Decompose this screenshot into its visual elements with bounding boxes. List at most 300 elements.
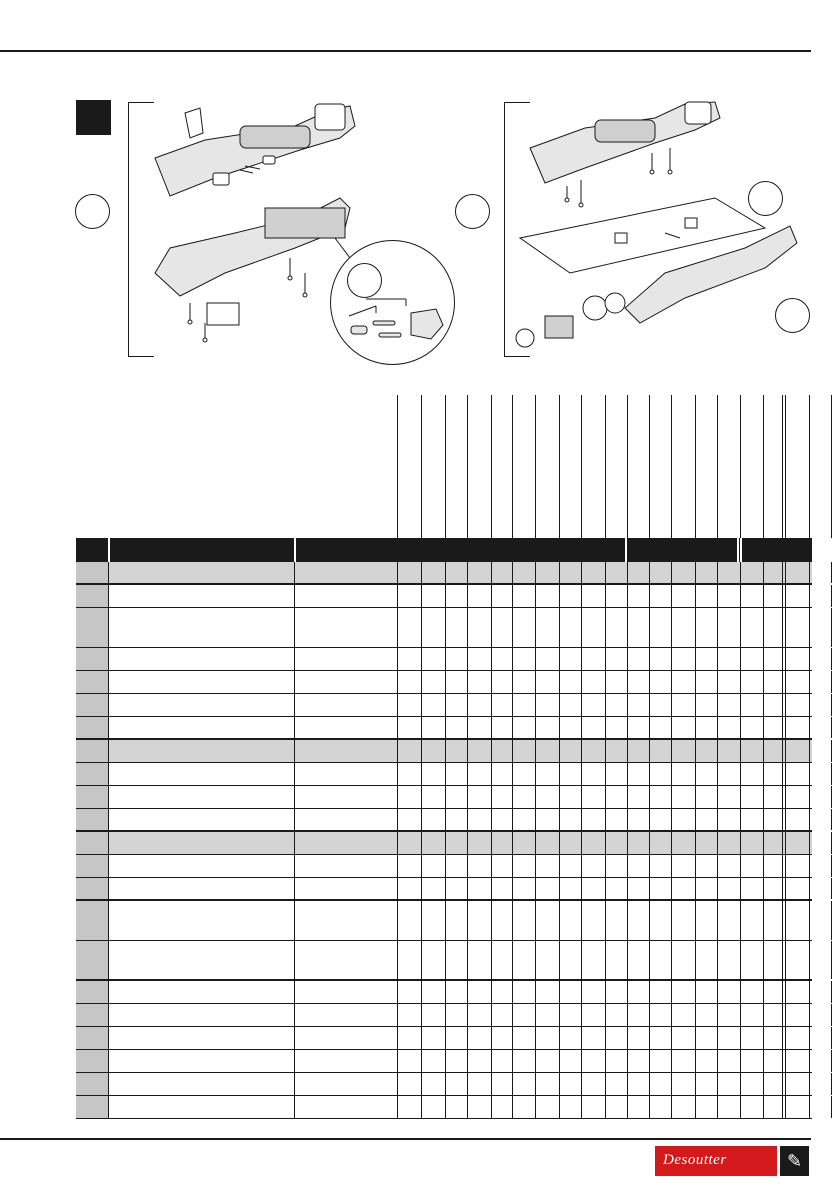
- cell-divider: [740, 1004, 741, 1026]
- cell-divider: [671, 1096, 672, 1118]
- row-index-cell: [76, 562, 108, 583]
- cell-divider: [421, 941, 422, 979]
- cell-divider: [809, 1073, 810, 1095]
- cell-divider: [649, 786, 650, 808]
- cell-divider: [445, 1096, 446, 1118]
- cell-divider: [831, 1004, 832, 1026]
- row-index-cell: [76, 671, 108, 693]
- cell-divider: [559, 786, 560, 808]
- cell-divider: [512, 901, 513, 940]
- row-index-cell: [76, 763, 108, 785]
- row-index-cell: [76, 1096, 108, 1118]
- cell-divider: [467, 1027, 468, 1049]
- cell-divider: [671, 1050, 672, 1072]
- right-figure-callout: [455, 194, 490, 229]
- cell-divider: [649, 763, 650, 785]
- cell-divider: [649, 671, 650, 693]
- cell-divider: [605, 832, 606, 854]
- cell-divider: [605, 878, 606, 899]
- cell-divider: [467, 740, 468, 762]
- logo-wordmark: Desoutter: [663, 1152, 727, 1168]
- cell-divider: [421, 1027, 422, 1049]
- cell-divider: [695, 855, 696, 877]
- cell-divider: [717, 1027, 718, 1049]
- cell-divider: [627, 763, 628, 785]
- battery-contact-drawing: [207, 303, 239, 325]
- cell-divider: [581, 1027, 582, 1049]
- cell-divider: [605, 763, 606, 785]
- cell-divider: [740, 763, 741, 785]
- cell-divider: [695, 694, 696, 716]
- table-row: [76, 1073, 812, 1096]
- cell-divider: [782, 901, 783, 940]
- cell-divider: [467, 809, 468, 830]
- cell-divider: [535, 1004, 536, 1026]
- cell-divider: [108, 878, 109, 899]
- cell-divider: [535, 562, 536, 583]
- cell-divider: [763, 1050, 764, 1072]
- cell-divider: [397, 740, 398, 762]
- cell-divider: [397, 809, 398, 830]
- cell-divider: [581, 878, 582, 899]
- cell-divider: [108, 855, 109, 877]
- cell-divider: [627, 671, 628, 693]
- cell-divider: [467, 855, 468, 877]
- cell-divider: [763, 671, 764, 693]
- cell-divider: [717, 981, 718, 1003]
- cell-divider: [695, 1073, 696, 1095]
- cell-divider: [559, 648, 560, 670]
- cell-divider: [649, 981, 650, 1003]
- cell-divider: [397, 901, 398, 940]
- cell-divider: [491, 608, 492, 647]
- cell-divider: [491, 740, 492, 762]
- cell-divider: [627, 717, 628, 738]
- cell-divider: [809, 901, 810, 940]
- cell-divider: [785, 1073, 786, 1095]
- cell-divider: [559, 1027, 560, 1049]
- cell-divider: [763, 786, 764, 808]
- cell-divider: [763, 981, 764, 1003]
- header-divider: [740, 538, 742, 562]
- row-index-cell: [76, 941, 108, 979]
- cell-divider: [627, 1096, 628, 1118]
- cell-divider: [785, 878, 786, 899]
- cell-divider: [605, 740, 606, 762]
- row-index-cell: [76, 878, 108, 899]
- cell-divider: [421, 648, 422, 670]
- cell-divider: [809, 1050, 810, 1072]
- cell-divider: [649, 809, 650, 830]
- cell-divider: [535, 855, 536, 877]
- cell-divider: [785, 941, 786, 979]
- cell-divider: [512, 694, 513, 716]
- cell-divider: [535, 941, 536, 979]
- cell-divider: [740, 562, 741, 583]
- cell-divider: [671, 608, 672, 647]
- cell-divider: [809, 763, 810, 785]
- cell-divider: [605, 786, 606, 808]
- cell-divider: [397, 786, 398, 808]
- cell-divider: [717, 648, 718, 670]
- cell-divider: [467, 763, 468, 785]
- detail-callout: [347, 263, 382, 298]
- cell-divider: [782, 1027, 783, 1049]
- cell-divider: [740, 1050, 741, 1072]
- cell-divider: [763, 941, 764, 979]
- cell-divider: [695, 562, 696, 583]
- cell-divider: [671, 1073, 672, 1095]
- cell-divider: [397, 648, 398, 670]
- cell-divider: [809, 671, 810, 693]
- cell-divider: [512, 763, 513, 785]
- cell-divider: [559, 1073, 560, 1095]
- cell-divider: [809, 941, 810, 979]
- cell-divider: [581, 809, 582, 830]
- cell-divider: [108, 1050, 109, 1072]
- table-header-bar: [76, 538, 812, 562]
- cell-divider: [740, 740, 741, 762]
- cell-divider: [649, 1027, 650, 1049]
- cell-divider: [535, 901, 536, 940]
- cell-divider: [605, 562, 606, 583]
- row-index-cell: [76, 648, 108, 670]
- cell-divider: [512, 717, 513, 738]
- cell-divider: [785, 717, 786, 738]
- cell-divider: [512, 648, 513, 670]
- row-index-cell: [76, 901, 108, 940]
- cell-divider: [108, 671, 109, 693]
- cell-divider: [294, 941, 295, 979]
- table-row: [76, 763, 812, 786]
- cell-divider: [491, 694, 492, 716]
- cell-divider: [785, 981, 786, 1003]
- cell-divider: [421, 855, 422, 877]
- cell-divider: [467, 1004, 468, 1026]
- cell-divider: [831, 1073, 832, 1095]
- cell-divider: [294, 585, 295, 607]
- cell-divider: [512, 1096, 513, 1118]
- cell-divider: [831, 901, 832, 940]
- cell-divider: [740, 878, 741, 899]
- cell-divider: [108, 1027, 109, 1049]
- cell-divider: [445, 1004, 446, 1026]
- desoutter-logo: [655, 1146, 809, 1176]
- cell-divider: [421, 1073, 422, 1095]
- cell-divider: [717, 671, 718, 693]
- cell-divider: [809, 648, 810, 670]
- row-index-cell: [76, 740, 108, 762]
- cell-divider: [649, 1050, 650, 1072]
- table-row: [76, 981, 812, 1004]
- cell-divider: [649, 901, 650, 940]
- cell-divider: [695, 981, 696, 1003]
- cell-divider: [717, 1050, 718, 1072]
- cell-divider: [397, 1050, 398, 1072]
- cell-divider: [108, 717, 109, 738]
- cell-divider: [717, 694, 718, 716]
- cell-divider: [740, 901, 741, 940]
- cell-divider: [671, 585, 672, 607]
- cell-divider: [695, 1096, 696, 1118]
- row-index-cell: [76, 832, 108, 854]
- cell-divider: [421, 901, 422, 940]
- cell-divider: [831, 1027, 832, 1049]
- cell-divider: [809, 562, 810, 583]
- cell-divider: [108, 648, 109, 670]
- cell-divider: [809, 855, 810, 877]
- cell-divider: [627, 941, 628, 979]
- cell-divider: [740, 608, 741, 647]
- cell-divider: [581, 562, 582, 583]
- cell-divider: [581, 1004, 582, 1026]
- cell-divider: [535, 740, 536, 762]
- table-row: [76, 809, 812, 832]
- table-row: [76, 878, 812, 901]
- cell-divider: [535, 648, 536, 670]
- cell-divider: [671, 740, 672, 762]
- header-rule: [0, 50, 811, 52]
- cell-divider: [740, 941, 741, 979]
- cell-divider: [445, 941, 446, 979]
- cell-divider: [445, 694, 446, 716]
- cell-divider: [649, 608, 650, 647]
- column-header-divider: [467, 395, 468, 538]
- cell-divider: [491, 878, 492, 899]
- cell-divider: [581, 941, 582, 979]
- cell-divider: [695, 901, 696, 940]
- row-index-cell: [76, 1050, 108, 1072]
- cell-divider: [782, 1004, 783, 1026]
- cell-divider: [397, 878, 398, 899]
- cell-divider: [605, 1073, 606, 1095]
- cell-divider: [108, 786, 109, 808]
- cell-divider: [491, 1096, 492, 1118]
- cell-divider: [421, 608, 422, 647]
- cell-divider: [627, 855, 628, 877]
- cell-divider: [445, 832, 446, 854]
- cell-divider: [782, 832, 783, 854]
- cell-divider: [782, 694, 783, 716]
- cell-divider: [671, 648, 672, 670]
- cell-divider: [559, 671, 560, 693]
- cell-divider: [535, 717, 536, 738]
- table-row: [76, 608, 812, 648]
- detail-zoom-circle: [330, 240, 455, 365]
- cell-divider: [605, 809, 606, 830]
- cell-divider: [740, 1027, 741, 1049]
- cell-divider: [740, 694, 741, 716]
- cell-divider: [717, 608, 718, 647]
- logo-red-block: [655, 1146, 777, 1176]
- cell-divider: [695, 809, 696, 830]
- row-index-cell: [76, 608, 108, 647]
- cell-divider: [695, 1027, 696, 1049]
- cell-divider: [627, 786, 628, 808]
- cell-divider: [397, 1004, 398, 1026]
- cell-divider: [605, 941, 606, 979]
- cell-divider: [763, 1073, 764, 1095]
- cell-divider: [581, 648, 582, 670]
- cell-divider: [581, 694, 582, 716]
- cell-divider: [717, 809, 718, 830]
- cell-divider: [717, 740, 718, 762]
- cell-divider: [785, 608, 786, 647]
- cell-divider: [831, 855, 832, 877]
- table-row: [76, 671, 812, 694]
- cell-divider: [559, 585, 560, 607]
- cell-divider: [512, 981, 513, 1003]
- cell-divider: [782, 1096, 783, 1118]
- cell-divider: [467, 694, 468, 716]
- cell-divider: [785, 786, 786, 808]
- cell-divider: [627, 832, 628, 854]
- cell-divider: [785, 1027, 786, 1049]
- cell-divider: [397, 981, 398, 1003]
- cell-divider: [831, 585, 832, 607]
- cell-divider: [695, 740, 696, 762]
- upper-housing-drawing: [155, 104, 355, 196]
- cell-divider: [559, 981, 560, 1003]
- cell-divider: [294, 648, 295, 670]
- cell-divider: [397, 855, 398, 877]
- cell-divider: [605, 671, 606, 693]
- cell-divider: [627, 1027, 628, 1049]
- cell-divider: [782, 671, 783, 693]
- cell-divider: [421, 832, 422, 854]
- cell-divider: [581, 671, 582, 693]
- cell-divider: [535, 694, 536, 716]
- cell-divider: [782, 941, 783, 979]
- cell-divider: [671, 1004, 672, 1026]
- row-index-cell: [76, 809, 108, 830]
- cell-divider: [421, 786, 422, 808]
- cell-divider: [782, 740, 783, 762]
- parts-table: [76, 395, 812, 1115]
- column-header-area: [397, 395, 812, 538]
- cell-divider: [831, 1096, 832, 1118]
- cell-divider: [559, 694, 560, 716]
- cell-divider: [445, 740, 446, 762]
- cell-divider: [809, 786, 810, 808]
- cell-divider: [671, 901, 672, 940]
- cell-divider: [695, 763, 696, 785]
- cell-divider: [491, 901, 492, 940]
- column-header-divider: [421, 395, 422, 538]
- cell-divider: [605, 585, 606, 607]
- cell-divider: [559, 901, 560, 940]
- cell-divider: [397, 832, 398, 854]
- table-row: [76, 648, 812, 671]
- cell-divider: [695, 832, 696, 854]
- cell-divider: [763, 694, 764, 716]
- cell-divider: [605, 1050, 606, 1072]
- cell-divider: [108, 1073, 109, 1095]
- cell-divider: [491, 981, 492, 1003]
- cell-divider: [445, 717, 446, 738]
- cell-divider: [491, 671, 492, 693]
- cell-divider: [695, 786, 696, 808]
- cell-divider: [695, 717, 696, 738]
- table-row: [76, 1096, 812, 1119]
- cell-divider: [559, 717, 560, 738]
- cell-divider: [605, 981, 606, 1003]
- cell-divider: [763, 901, 764, 940]
- cell-divider: [740, 809, 741, 830]
- cell-divider: [763, 855, 764, 877]
- cell-divider: [467, 1050, 468, 1072]
- cell-divider: [421, 763, 422, 785]
- cell-divider: [627, 1073, 628, 1095]
- cell-divider: [512, 878, 513, 899]
- cell-divider: [491, 1050, 492, 1072]
- cell-divider: [785, 648, 786, 670]
- cell-divider: [831, 832, 832, 854]
- cell-divider: [717, 1004, 718, 1026]
- cell-divider: [535, 1027, 536, 1049]
- cell-divider: [831, 941, 832, 979]
- cell-divider: [627, 1050, 628, 1072]
- cell-divider: [831, 717, 832, 738]
- section-marker: [76, 100, 111, 135]
- column-header-divider: [649, 395, 650, 538]
- header-divider: [108, 538, 110, 562]
- cell-divider: [695, 648, 696, 670]
- cell-divider: [467, 786, 468, 808]
- cell-divider: [421, 717, 422, 738]
- cell-divider: [108, 608, 109, 647]
- cell-divider: [108, 941, 109, 979]
- cell-divider: [467, 941, 468, 979]
- column-header-divider: [397, 395, 398, 538]
- cell-divider: [785, 740, 786, 762]
- cell-divider: [649, 1073, 650, 1095]
- cell-divider: [740, 585, 741, 607]
- cell-divider: [535, 786, 536, 808]
- cell-divider: [535, 608, 536, 647]
- column-header-divider: [512, 395, 513, 538]
- cell-divider: [671, 717, 672, 738]
- cell-divider: [108, 901, 109, 940]
- cell-divider: [535, 832, 536, 854]
- right-exploded-view-illustration: [515, 98, 805, 368]
- cell-divider: [512, 671, 513, 693]
- cell-divider: [445, 562, 446, 583]
- cell-divider: [421, 981, 422, 1003]
- cell-divider: [831, 786, 832, 808]
- table-row: [76, 1004, 812, 1027]
- cell-divider: [763, 648, 764, 670]
- cell-divider: [512, 1004, 513, 1026]
- cell-divider: [831, 608, 832, 647]
- cell-divider: [559, 562, 560, 583]
- cell-divider: [740, 671, 741, 693]
- cell-divider: [445, 981, 446, 1003]
- cell-divider: [763, 562, 764, 583]
- cell-divider: [535, 585, 536, 607]
- left-figure-callout: [75, 194, 110, 229]
- cell-divider: [397, 694, 398, 716]
- cell-divider: [559, 1050, 560, 1072]
- cell-divider: [785, 1096, 786, 1118]
- cell-divider: [535, 809, 536, 830]
- cell-divider: [831, 981, 832, 1003]
- cell-divider: [559, 1096, 560, 1118]
- cell-divider: [559, 740, 560, 762]
- column-header-divider: [831, 395, 832, 538]
- cell-divider: [294, 1004, 295, 1026]
- cell-divider: [467, 832, 468, 854]
